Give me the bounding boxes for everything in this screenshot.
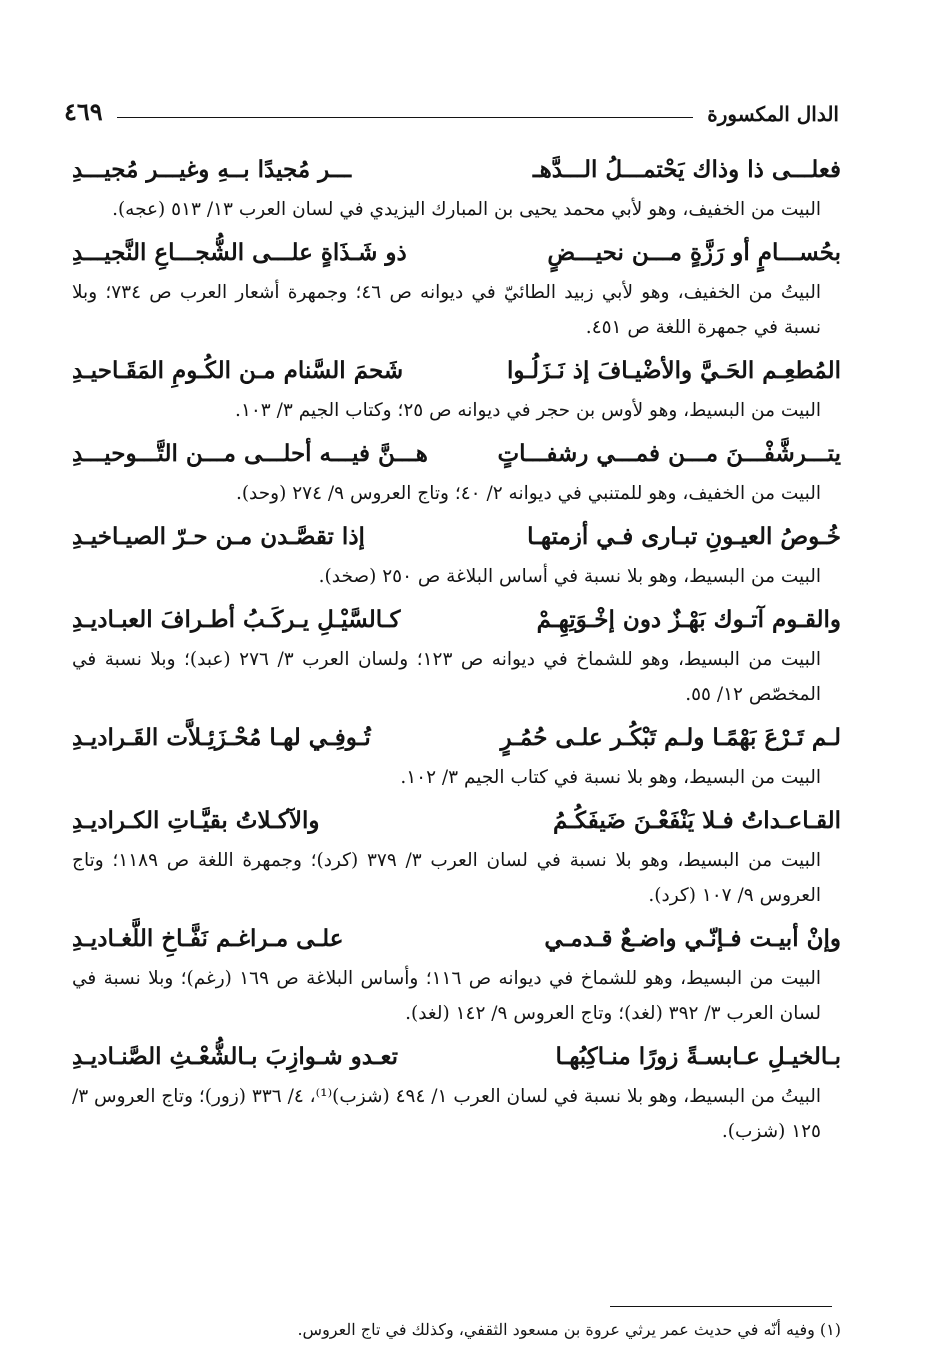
footnote: (١) وفيه أنّه في حديث عمر يرثي عروة بن مسعود الثقفي، وكذلك في تاج العروس.	[297, 1320, 841, 1339]
verse-line	[72, 349, 841, 393]
second-hemistich: ـــر مُجيدًا بــهِ وغيـــر مُجيـــدِ	[72, 156, 352, 183]
header-rule	[117, 117, 694, 118]
verse-entry	[72, 716, 841, 795]
first-hemistich: بحُســـامٍ أو رَزَّةٍ مـــن نحيـــضٍ	[547, 239, 841, 266]
verse-entry	[72, 598, 841, 712]
verse-entry	[72, 432, 841, 511]
verse-note: البيتُ من البسيط، وهو بلا نسبة في لسان العرب ١/ ٤٩٤ (شزب)⁽¹⁾، ٤/ ٣٣٦ (زور)؛ وتاج العروس ٣/ ١٢٥ (شزب).	[71, 1086, 821, 1142]
verse-note: البيت من البسيط، وهو للشماخ في ديوانه ص ١١٦؛ وأساس البلاغة ص ١٦٩ (رغم)؛ وبلا نسبة في لسان العرب ٣/ ٣٩٢ (لغد)؛ وتاج العروس ٩/ ١٤٢ (لغد).	[72, 968, 821, 1024]
verse-line	[72, 515, 841, 559]
verse-entry	[72, 231, 841, 345]
verse-note: البيت من البسيط، وهو بلا نسبة في لسان العرب ٣/ ٣٧٩ (كرد)؛ وجمهرة اللغة ص ١١٨٩؛ وتاج العروس ٩/ ١٠٧ (كرد).	[72, 850, 821, 906]
second-hemistich: تُـوفِـي لهـا مُحْـزَئِـلاَّت القَـراديـدِ	[72, 724, 371, 751]
page-body	[72, 148, 841, 1153]
verse-line	[72, 432, 841, 476]
first-hemistich: خُـوصُ العيـونِ تبـارى فـي أزمتهـا	[527, 523, 841, 550]
first-hemistich: بـالخيـلِ عـابسـةً زورًا منـاكِبُهـا	[555, 1043, 841, 1070]
second-hemistich: إذا تقصَّـدن مـن حـرّ الصيـاخيـدِ	[72, 523, 365, 550]
footnote-rule	[610, 1306, 832, 1307]
verse-line	[72, 598, 841, 642]
second-hemistich: والآكـلاتُ بقيَّـاتِ الكـراديـدِ	[72, 807, 320, 834]
second-hemistich: تعـدو شـوازِبَ بـالشُّعْـثِ الصَّنـاديـدِ	[72, 1043, 399, 1070]
verse-entry	[72, 1035, 841, 1149]
running-head: الدال المكسورة	[707, 102, 839, 126]
verse-entry	[72, 515, 841, 594]
verse-note: البيت من الخفيف، وهو للمتنبي في ديوانه ٢/ ٤٠؛ وتاج العروس ٩/ ٢٧٤ (وحد).	[235, 483, 821, 504]
verse-line	[72, 1035, 841, 1079]
page-header	[64, 90, 839, 130]
verse-entry	[72, 148, 841, 227]
first-hemistich: فعلـــى ذا وذاك يَحْتمـــلُ الـــدَّهـ	[532, 156, 841, 183]
verse-note: البيت من البسيط، وهو بلا نسبة في كتاب الجيم ٣/ ١٠٢.	[400, 767, 821, 788]
second-hemistich: كـالسَّيْـلِ يـركَـبُ أطـرافَ العبـاديـدِ	[72, 606, 401, 633]
verse-note: البيت من الخفيف، وهو لأبي محمد يحيى بن المبارك اليزيدي في لسان العرب ١٣/ ٥١٣ (عجه).	[112, 199, 821, 220]
verse-entry	[72, 349, 841, 428]
verse-line	[72, 148, 841, 192]
verse-note: البيت من البسيط، وهو بلا نسبة في أساس البلاغة ص ٢٥٠ (صخد).	[318, 566, 821, 587]
verse-line	[72, 231, 841, 275]
first-hemistich: والقـوم آتـوك بَهْـزٌ دون إخْـوَتِهِـمْ	[536, 606, 841, 633]
second-hemistich: علـى مـراغـم نَفَّـاخِ اللَّغـاديـدِ	[72, 925, 344, 952]
verse-note: البيت من البسيط، وهو لأوس بن حجر في ديوانه ص ٢٥؛ وكتاب الجيم ٣/ ١٠٣.	[235, 400, 821, 421]
second-hemistich: ذو شَـذَاةٍ علـــى الشُّجـــاعِ النَّجيـــدِ	[72, 239, 407, 266]
first-hemistich: المُطعِـم الحَـيَّ والأضْيـافَ إذ نَـزَلُـوا	[506, 357, 841, 384]
first-hemistich: يتـــرشَّفْـــنَ مـــن فمـــي رشفـــاتٍ	[497, 440, 841, 467]
verse-entry	[72, 799, 841, 913]
verse-line	[72, 917, 841, 961]
first-hemistich: القـاعـداتُ فـلا يَنْفَعْـنَ ضَيفَكُـمُ	[552, 807, 841, 834]
page-number: ٤٦٩	[64, 97, 103, 126]
verse-line	[72, 716, 841, 760]
first-hemistich: لـم تَـرْعَ بَهْمًـا ولـم تَبْكُـر علـى حُمُـرٍ	[500, 724, 841, 751]
verse-line	[72, 799, 841, 843]
first-hemistich: وإنْ أبيـت فـإنّـي واضـعٌ قـدمـي	[544, 925, 841, 952]
verse-note: البيت من البسيط، وهو للشماخ في ديوانه ص ١٢٣؛ ولسان العرب ٣/ ٢٧٦ (عبد)؛ وبلا نسبة في المخصّص ١٢/ ٥٥.	[72, 649, 821, 705]
second-hemistich: هـــنَّ فيـــه أحلـــى مـــن التَّـــوحيـــدِ	[72, 440, 428, 467]
verse-entry	[72, 917, 841, 1031]
verse-note: البيتُ من الخفيف، وهو لأبي زبيد الطائيّ في ديوانه ص ٤٦؛ وجمهرة أشعار العرب ص ٧٣٤؛ وبلا نسبة في جمهرة اللغة ص ٤٥١.	[72, 282, 822, 338]
second-hemistich: شَحمَ السَّنام مـن الكُـومِ المَقَـاحيـدِ	[72, 357, 404, 384]
